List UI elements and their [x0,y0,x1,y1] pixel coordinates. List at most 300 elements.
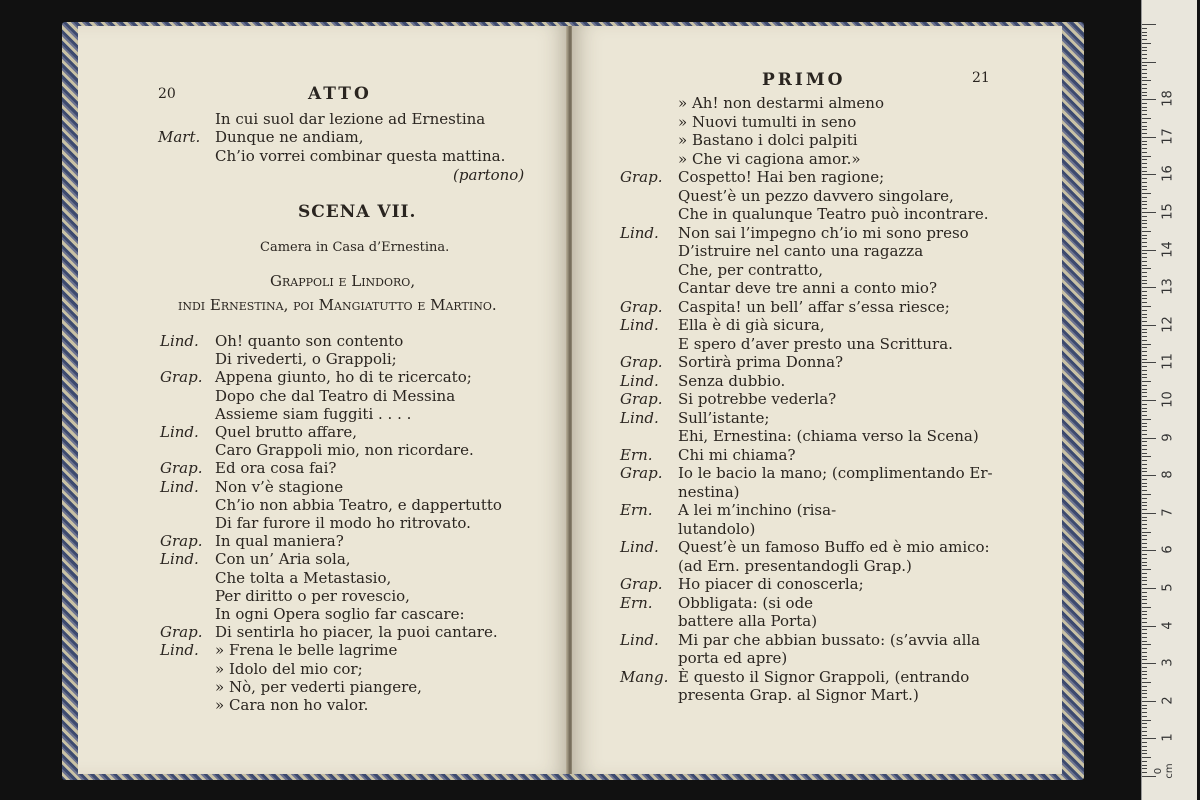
ruler-tick [1142,39,1147,40]
ruler-tick [1142,588,1156,589]
text-line: Sull’istante; [678,408,770,427]
speaker: Grap. [620,390,663,408]
ruler-number: 9 [1160,432,1176,442]
ruler-tick [1142,517,1147,518]
ruler-tick [1142,502,1147,503]
ruler-tick [1142,163,1147,164]
ruler-tick [1142,69,1147,70]
ruler-tick [1142,449,1147,450]
ruler-tick [1142,513,1156,514]
ruler-tick [1142,528,1147,529]
ruler-tick [1142,614,1147,615]
ruler-tick [1142,92,1147,93]
ruler-tick [1142,257,1147,258]
ruler-tick [1142,110,1147,111]
ruler-unit: 0 cm [1153,763,1175,779]
text-line: D’istruire nel canto una ragazza [678,242,924,260]
ruler-tick [1142,471,1147,472]
ruler-tick [1142,577,1147,578]
ruler-tick [1142,453,1147,454]
ruler-tick [1142,547,1147,548]
ruler-tick [1142,325,1156,326]
ruler-tick [1142,498,1147,499]
ruler-tick [1142,28,1147,29]
ruler-tick [1142,287,1156,288]
text-line: In cui suol dar lezione ad Ernestina [215,110,486,128]
ruler-tick [1142,430,1147,431]
text-line: Chi mi chiama? [678,445,796,464]
text-line: presenta Grap. al Signor Mart.) [678,686,919,704]
ruler-number: 3 [1160,658,1176,667]
speaker: Grap. [620,575,663,593]
text-line: Obbligata: (si ode [678,593,814,612]
ruler-tick [1142,753,1147,754]
ruler-tick [1142,167,1147,168]
text-line: Ch’io vorrei combinar questa mattina. [215,147,506,165]
text-line: Quel brutto affare, [215,423,358,441]
speaker: Lind. [160,641,199,660]
ruler-tick [1142,351,1147,352]
text-line: Senza dubbio. [678,371,786,390]
ruler-tick [1142,84,1147,85]
ruler-tick [1142,490,1147,491]
ruler-tick [1142,65,1147,66]
speaker: Lind. [160,423,199,441]
ruler-tick [1142,377,1147,378]
speaker: Lind. [620,316,659,334]
text-line: Sortirà prima Donna? [678,353,844,371]
ruler-number: 7 [1160,508,1176,517]
text-line: Che, per contratto, [678,260,824,279]
speaker: Lind. [620,371,659,390]
ruler-tick [1142,667,1147,668]
ruler-tick [1142,148,1147,149]
text-line: Ehi, Ernestina: (chiama verso la Scena) [678,427,979,445]
ruler-tick [1142,682,1151,683]
ruler-tick [1142,250,1156,251]
ruler-tick [1142,73,1147,74]
ruler-tick [1142,396,1147,397]
ruler-tick [1142,126,1147,127]
ruler-tick [1142,532,1151,533]
text-line: Ed ora cosa fai? [215,459,337,478]
ruler-number: 17 [1160,128,1176,145]
text-line: Che in qualunque Teatro può incontrare. [678,205,989,223]
ruler-number: 16 [1160,165,1176,183]
text-line: porta ed apre) [678,649,788,667]
ruler-tick [1142,509,1147,510]
ruler-tick [1142,242,1147,243]
ruler-tick [1142,340,1147,341]
text-line: Caro Grappoli mio, non ricordare. [215,441,474,460]
ruler-number: 12 [1160,316,1176,333]
ruler-tick [1142,690,1147,691]
speaker: Grap. [620,168,663,186]
ruler-tick [1142,32,1147,33]
ruler-tick [1142,212,1156,213]
ruler-tick [1142,238,1147,239]
text-line: In qual maniera? [215,532,344,551]
ruler-tick [1142,201,1147,202]
ruler-tick [1142,603,1147,604]
speaker: Grap. [160,459,203,478]
ruler-tick [1142,355,1147,356]
ruler-tick [1142,622,1147,623]
ruler-tick [1142,189,1147,190]
ruler-tick [1142,674,1147,675]
ruler-tick [1142,220,1147,221]
text-line: Non sai l’impegno ch’io mi sono preso [678,223,969,242]
text-line: battere alla Porta) [678,612,818,630]
text-line: nestina) [678,482,740,501]
ruler-tick [1142,415,1147,416]
ruler-tick [1142,129,1147,130]
text-line: Non v’è stagione [215,477,344,496]
ruler-tick [1142,483,1147,484]
ruler-tick [1142,445,1147,446]
text-line: Ho piacer di conoscerla; [678,575,864,593]
text-line: » Idolo del mio cor; [215,659,363,678]
ruler-tick [1142,178,1147,179]
characters-line: Grappoli e Lindoro, [270,272,416,290]
ruler-number: 1 [1160,733,1176,743]
ruler-tick [1142,727,1147,728]
ruler-tick [1142,174,1156,175]
ruler-tick [1142,757,1151,758]
ruler-tick [1142,742,1147,743]
ruler-tick [1142,43,1151,44]
ruler-tick [1142,107,1147,108]
ruler-tick [1142,671,1147,672]
ruler-tick [1142,268,1151,269]
ruler-tick [1142,441,1147,442]
ruler-tick [1142,359,1147,360]
ruler-tick [1142,750,1147,751]
ruler-tick [1142,197,1147,198]
ruler-tick [1142,231,1151,232]
ruler-tick [1142,58,1147,59]
ruler-tick [1142,656,1147,657]
speaker: Ern. [620,501,653,519]
ruler-tick [1142,565,1147,566]
ruler-tick [1142,122,1147,123]
ruler-tick [1142,637,1147,638]
ruler-number: 11 [1160,353,1176,371]
ruler-tick [1142,456,1151,457]
ruler-tick [1142,460,1147,461]
ruler-tick [1142,641,1147,642]
ruler-tick [1142,50,1147,51]
ruler-tick [1142,103,1147,104]
text-line: » Che vi cagiona amor.» [678,149,861,168]
ruler-tick [1142,99,1156,100]
ruler-tick [1142,171,1147,172]
ruler-number: 13 [1160,278,1176,295]
ruler-tick [1142,88,1147,89]
ruler-tick [1142,400,1156,401]
ruler-tick [1142,265,1147,266]
ruler-tick [1142,659,1147,660]
ruler-tick [1142,543,1147,544]
ruler-tick [1142,182,1147,183]
text-line: Assieme siam fuggiti . . . . [215,404,412,423]
text-line: Cospetto! Hai ben ragione; [678,168,885,186]
ruler-tick [1142,114,1147,115]
ruler-tick [1142,438,1156,439]
text-line: (ad Ern. presentandogli Grap.) [678,556,912,575]
ruler-tick [1142,80,1151,81]
ruler-number: 15 [1160,203,1176,220]
ruler-tick [1142,539,1147,540]
text-line: Caspita! un bell’ affar s’essa riesce; [678,297,950,316]
ruler-tick [1142,314,1147,315]
ruler-tick [1142,392,1147,393]
ruler-tick [1142,720,1151,721]
ruler-number: 6 [1160,545,1176,555]
text-line: » Bastano i dolci palpiti [678,131,858,149]
ruler-tick [1142,562,1147,563]
ruler-tick [1142,272,1147,273]
ruler-tick [1142,291,1147,292]
ruler-number: 14 [1160,240,1176,258]
ruler-tick [1142,468,1147,469]
text-line: Dunque ne andiam, [215,128,364,146]
text-line: » Ah! non destarmi almeno [678,94,884,112]
text-line: lutandolo) [678,519,756,538]
ruler-tick [1142,141,1147,142]
measurement-ruler [1141,0,1197,800]
ruler-tick [1142,204,1147,205]
ruler-tick [1142,611,1147,612]
ruler-tick [1142,381,1151,382]
ruler-tick [1142,505,1147,506]
ruler-tick [1142,223,1147,224]
ruler-tick [1142,144,1147,145]
text-line: » Nò, per vederti piangere, [215,677,422,696]
speaker: Grap. [620,297,663,316]
ruler-tick [1142,332,1147,333]
ruler-tick [1142,464,1147,465]
speaker: Lind. [160,332,199,350]
ruler-tick [1142,159,1147,160]
text-line: Di sentirla ho piacer, la puoi cantare. [215,623,498,642]
ruler-tick [1142,347,1147,348]
stage-direction: (partono) [453,166,525,184]
ruler-tick [1142,573,1147,574]
page-header: PRIMO [762,70,846,90]
ruler-number: 4 [1160,620,1176,630]
ruler-tick [1142,746,1147,747]
ruler-tick [1142,569,1151,570]
ruler-tick [1142,235,1147,236]
speaker: Lind. [160,477,199,496]
text-line: A lei m’inchino (risa- [678,501,837,519]
ruler-tick [1142,408,1147,409]
text-line: Oh! quanto son contento [215,332,404,350]
speaker: Lind. [620,538,659,556]
speaker: Ern. [620,593,653,612]
ruler-tick [1142,558,1147,559]
ruler-tick [1142,298,1147,299]
ruler-tick [1142,280,1147,281]
ruler-tick [1142,152,1147,153]
ruler-tick [1142,389,1147,390]
ruler-tick [1142,362,1156,363]
ruler-tick [1142,712,1147,713]
text-line: Ch’io non abbia Teatro, e dappertutto [215,495,502,514]
ruler-tick [1142,629,1147,630]
ruler-tick [1142,419,1151,420]
ruler-tick [1142,434,1147,435]
text-line: » Frena le belle lagrime [215,641,398,660]
ruler-tick [1142,137,1156,138]
ruler-tick [1142,227,1147,228]
ruler-tick [1142,678,1147,679]
ruler-tick [1142,374,1147,375]
text-line: Quest’è un pezzo davvero singolare, [678,186,954,205]
ruler-tick [1142,475,1156,476]
ruler-number: 10 [1160,391,1176,408]
ruler-tick [1142,302,1147,303]
ruler-tick [1142,708,1147,709]
ruler-tick [1142,731,1147,732]
text-line: In ogni Opera soglio far cascare: [215,605,465,623]
text-line: Di rivederti, o Grappoli; [215,350,397,369]
ruler-number: 2 [1160,696,1176,705]
left-page [78,26,568,774]
ruler-tick [1142,648,1147,649]
ruler-tick [1142,772,1147,773]
speaker: Grap. [160,623,203,642]
page-number: 20 [158,86,176,102]
speaker: Lind. [620,408,659,427]
speaker: Lind. [620,630,659,649]
ruler-tick [1142,761,1147,762]
ruler-number: 5 [1160,583,1176,592]
text-line: Cantar deve tre anni a conto mio? [678,279,937,297]
speaker: Grap. [160,368,203,387]
ruler-tick [1142,765,1147,766]
ruler-tick [1142,633,1147,634]
ruler-tick [1142,366,1147,367]
text-line: Per diritto o per rovescio, [215,586,410,605]
ruler-tick [1142,193,1151,194]
speaker: Mart. [158,128,201,146]
text-line: Ella è di già sicura, [678,316,825,334]
text-line: Mi par che abbian bussato: (s’avvia alla [678,630,981,649]
ruler-tick [1142,261,1147,262]
scene-setting: Camera in Casa d’Ernestina. [260,240,450,255]
ruler-tick [1142,738,1156,739]
ruler-tick [1142,423,1147,424]
speaker: Ern. [620,445,653,464]
speaker: Mang. [620,667,669,686]
ruler-tick [1142,596,1147,597]
ruler-tick [1142,156,1151,157]
ruler-tick [1142,776,1156,777]
ruler-tick [1142,599,1147,600]
ruler-tick [1142,686,1147,687]
ruler-tick [1142,295,1147,296]
ruler-number: 8 [1160,470,1176,479]
ruler-tick [1142,626,1156,627]
ruler-tick [1142,768,1147,769]
ruler-tick [1142,54,1147,55]
ruler-tick [1142,404,1147,405]
characters-line: indi Ernestina, poi Mangiatutto e Martino. [178,296,497,314]
ruler-tick [1142,697,1147,698]
text-line: Dopo che dal Teatro di Messina [215,386,456,405]
ruler-tick [1142,550,1156,551]
speaker: Lind. [160,550,199,569]
ruler-tick [1142,133,1147,134]
ruler-tick [1142,370,1147,371]
text-line: » Cara non ho valor. [215,696,369,714]
ruler-tick [1142,276,1147,277]
text-line: Di far furore il modo ho ritrovato. [215,514,471,532]
ruler-tick [1142,317,1147,318]
ruler-tick [1142,344,1151,345]
text-line: Si potrebbe vederla? [678,390,837,408]
text-line: Con un’ Aria sola, [215,550,351,569]
ruler-tick [1142,306,1151,307]
ruler-tick [1142,479,1147,480]
ruler-tick [1142,310,1147,311]
ruler-tick [1142,592,1147,593]
speaker: Grap. [620,353,663,371]
speaker: Grap. [620,464,663,482]
speaker: Grap. [160,532,203,551]
text-line: Io le bacio la mano; (complimentando Er- [678,464,993,482]
ruler-tick [1142,77,1147,78]
ruler-tick [1142,47,1147,48]
ruler-tick [1142,329,1147,330]
ruler-tick [1142,652,1147,653]
ruler-tick [1142,618,1147,619]
ruler-tick [1142,580,1147,581]
text-line: E spero d’aver presto una Scrittura. [678,334,953,353]
ruler-tick [1142,644,1151,645]
ruler-tick [1142,486,1147,487]
ruler-tick [1142,524,1147,525]
ruler-tick [1142,208,1147,209]
scene-title: SCENA VII. [298,202,417,222]
ruler-number: 18 [1160,90,1176,107]
ruler-tick [1142,24,1156,25]
ruler-tick [1142,118,1151,119]
ruler-tick [1142,705,1147,706]
ruler-tick [1142,426,1147,427]
ruler-tick [1142,554,1147,555]
text-line: È questo il Signor Grappoli, (entrando [678,667,970,686]
ruler-tick [1142,735,1147,736]
ruler-tick [1142,336,1147,337]
ruler-tick [1142,584,1147,585]
speaker: Lind. [620,223,659,242]
ruler-tick [1142,283,1147,284]
page-number: 21 [972,70,990,86]
ruler-tick [1142,494,1151,495]
ruler-tick [1142,520,1147,521]
ruler-tick [1142,216,1147,217]
ruler-tick [1142,246,1147,247]
text-line: Appena giunto, ho di te ricercato; [215,368,472,387]
text-line: Che tolta a Metastasio, [215,568,392,587]
ruler-tick [1142,385,1147,386]
ruler-tick [1142,716,1147,717]
ruler-tick [1142,95,1147,96]
ruler-tick [1142,321,1147,322]
